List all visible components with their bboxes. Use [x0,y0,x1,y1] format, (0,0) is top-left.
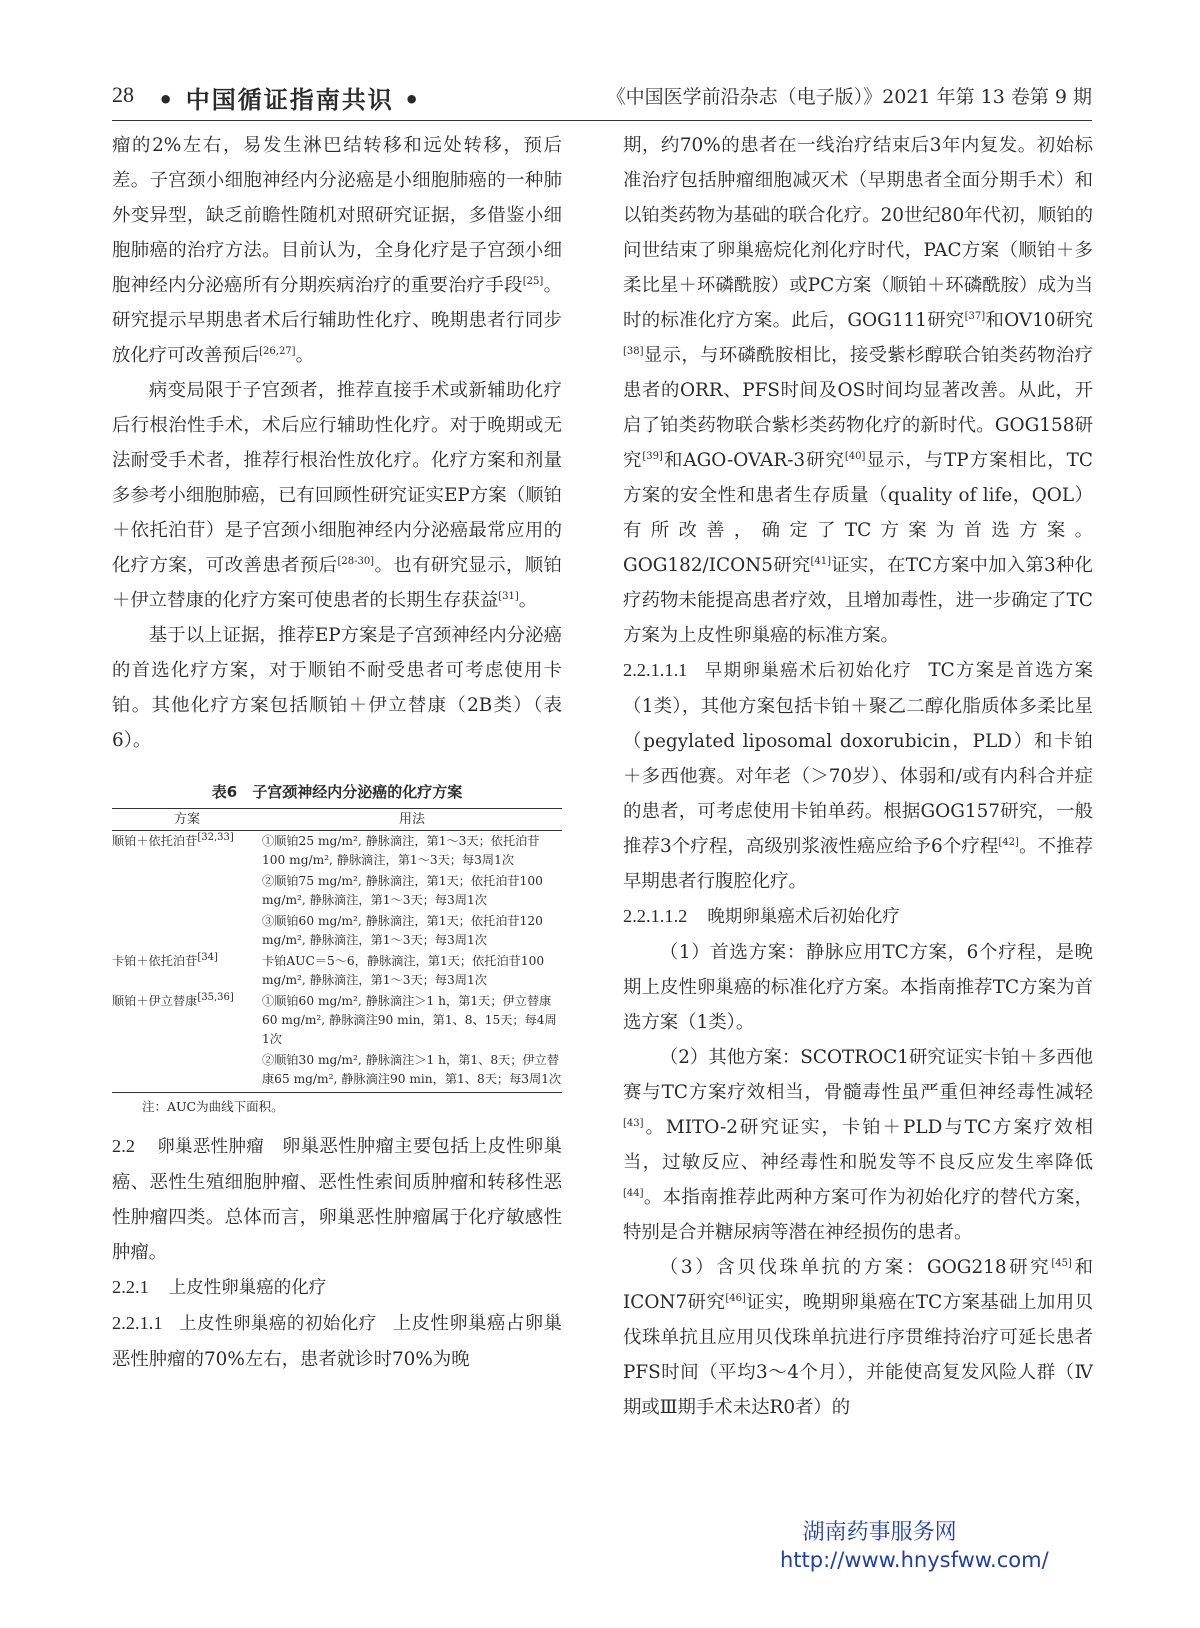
paragraph: （1）首选方案：静脉应用TC方案，6个疗程，是晚期上皮性卵巢癌的标准化疗方案。本指南推荐TC方案为首选方案（1类）。 [623,942,1093,1033]
left-column [112,128,562,1377]
citation-ref[interactable]: [40] [844,450,866,462]
paragraph: 期，约70%的患者在一线治疗结束后3年内复发。初始标准治疗包括肿瘤细胞减灭术（早期患者全面分期手术）和以铂类药物为基础的联合化疗。20世纪80年代初，顺铂的问世结束了卵巢癌烷化剂化疗时代，PAC方案（顺铂＋多柔比星＋环磷酰胺）或PC方案（顺铂＋环磷酰胺）成为当时的标准化疗方案。此后，GOG111研究[37]和OV10研究[38]显示，与环磷酰胺相比，接受紫杉醇联合铂类药物治疗患者的ORR、PFS时间及OS时间均显著改善。从此，开启了铂类药物联合紫杉类药物化疗的新时代。GOG158研究[39]和AGO-OVAR-3研究[40]显示，与TP方案相比，TC方案的安全性和患者生存质量（quality of life，QOL）有所改善，确定了TC方案为首选方案。GOG182/ICON5研究[41]证实，在TC方案中加入第3种化疗药物未能提高患者疗效，且增加毒性，进一步确定了TC方案为上皮性卵巢癌的标准方案。 [623,135,1094,646]
header-rule [112,120,1092,121]
section-paragraph: 2.2.1.1 上皮性卵巢癌的初始化疗 上皮性卵巢癌占卵巢恶性肿瘤的70%左右，患者就诊时70%为晚 [112,1313,562,1370]
table-row [112,1050,562,1093]
citation-ref[interactable]: [45] [1051,1257,1072,1269]
citation-ref[interactable]: [46] [725,1292,746,1304]
usage-cell: ①顺铂25 mg/m², 静脉滴注，第1～3天；依托泊苷100 mg/m², 静脉滴注，第1～3天；每3周1次 [262,834,540,867]
usage-cell: ②顺铂30 mg/m², 静脉滴注＞1 h，第1、8天；伊立替康65 mg/m², 静脉滴注90 min，第1、8天；每3周1次 [262,1050,562,1093]
table-row [112,991,562,1050]
column-header-regimen: 方案 [112,809,262,831]
regimen-table [112,808,562,1093]
section-number: 2.2.1.1.1 [623,660,688,680]
citation-ref[interactable]: [34] [197,951,218,963]
section-paragraph: 2.2.1.1.1 早期卵巢癌术后初始化疗 TC方案是首选方案（1类），其他方案包括卡铂＋聚乙二醇化脂质体多柔比星（pegylated liposomal doxorubicin，PLD）和卡铂＋多西他赛。对年老（＞70岁）、体弱和/或有内科合并症的患者，可考虑使用卡铂单药。根据GOG157研究，一般推荐3个疗程，高级别浆液性癌应给予6个疗程[42]。不推荐早期患者行腹腔化疗。 [623,660,1093,892]
section-title: 上皮性卵巢癌的初始化疗 [178,1314,377,1334]
paragraph: 基于以上证据，推荐EP方案是子宫颈神经内分泌癌的首选化疗方案，对于顺铂不耐受患者可考虑使用卡铂。其他化疗方案包括顺铂＋伊立替康（2B类）（表6）。 [112,625,562,751]
citation-ref[interactable]: [39] [642,450,663,462]
table-row [112,951,562,991]
section-number: 2.2 [112,1136,135,1156]
running-header [112,78,1092,118]
section-heading: 2.2.1 上皮性卵巢癌的化疗 [112,1277,327,1298]
paragraph: （2）其他方案：SCOTROC1研究证实卡铂＋多西他赛与TC方案疗效相当，骨髓毒性虽严重但神经毒性减轻[43]。MITO-2研究证实，卡铂＋PLD与TC方案疗效相当，过敏反应、神经毒性和脱发等不良反应发生率降低[44]。本指南推荐此两种方案可作为初始化疗的替代方案，特别是合并糖尿病等潜在神经损伤的患者。 [623,1047,1093,1243]
section-title: 早期卵巢癌术后初始化疗 [703,661,913,681]
watermark-url[interactable]: http://www.hnysfww.com/ [780,1548,1049,1572]
paragraph: 病变局限于子宫颈者，推荐直接手术或新辅助化疗后行根治性手术，术后应行辅助性化疗。对于晚期或无法耐受手术者，推荐行根治性放化疗。化疗方案和剂量多参考小细胞肺癌，已有回顾性研究证实EP方案（顺铂＋依托泊苷）是子宫颈小细胞神经内分泌癌最常应用的化疗方案，可改善患者预后[28-30]。也有研究显示，顺铂＋伊立替康的化疗方案可使患者的长期生存获益[31]。 [112,380,562,611]
usage-cell: ①顺铂60 mg/m², 静脉滴注＞1 h，第1天；伊立替康60 mg/m², 静脉滴注90 min，第1、8、15天；每4周1次 [262,994,557,1046]
citation-ref[interactable]: [32,33] [197,831,234,843]
section-name: • 中国循证指南共识 • [158,86,422,114]
citation-ref[interactable]: [42] [998,836,1019,848]
citation-ref[interactable]: [43] [623,1117,644,1129]
citation-ref[interactable]: [25] [522,275,544,287]
section-heading: 2.2.1.1.2 晚期卵巢癌术后初始化疗 [623,906,900,927]
citation-ref[interactable]: [37] [964,310,986,322]
citation-ref[interactable]: [35,36] [197,991,234,1003]
citation-ref[interactable]: [28-30] [337,555,375,567]
regimen-name: 卡铂＋依托泊苷[34] [112,951,218,968]
right-column [623,128,1093,1425]
column-header-usage: 用法 [262,809,562,831]
citation-ref[interactable]: [44] [623,1187,644,1199]
table-row [112,911,562,951]
site-watermark [780,1515,1049,1572]
citation-ref[interactable]: [31] [498,590,519,602]
journal-citation: 《中国医学前沿杂志（电子版）》2021 年第 13 卷第 9 期 [606,86,1092,108]
table-note: 注：AUC为曲线下面积。 [142,1099,284,1114]
usage-cell: ②顺铂75 mg/m², 静脉滴注，第1天；依托泊苷100 mg/m², 静脉滴注，第1～3天；每3周1次 [262,874,543,907]
table-caption: 表6 子宫颈神经内分泌癌的化疗方案 [211,783,463,801]
usage-cell: ③顺铂60 mg/m², 静脉滴注，第1天；依托泊苷120 mg/m², 静脉滴注，第1～3天；每3周1次 [262,914,543,947]
paragraph: 瘤的2%左右，易发生淋巴结转移和远处转移，预后差。子宫颈小细胞神经内分泌癌是小细胞肺癌的一种肺外变异型，缺乏前瞻性随机对照研究证据，多借鉴小细胞肺癌的治疗方法。目前认为，全身化疗是子宫颈小细胞神经内分泌癌所有分期疾病治疗的重要治疗手段[25]。研究提示早期患者术后行辅助性化疗、晚期患者行同步放化疗可改善预后[26,27]。 [112,135,562,366]
section-title: 卵巢恶性肿瘤 [157,1137,265,1157]
citation-ref[interactable]: [41] [810,555,831,567]
section-number: 2.2.1.1 [112,1313,163,1333]
page-number: 28 [112,82,134,107]
usage-cell: 卡铂AUC＝5～6，静脉滴注，第1天；依托泊苷100 mg/m², 静脉滴注，第1～3天；每3周1次 [262,954,545,987]
citation-ref[interactable]: [38] [623,345,644,357]
citation-ref[interactable]: [26,27] [259,345,296,357]
regimen-name: 顺铂＋伊立替康[35,36] [112,991,234,1008]
paragraph: （3）含贝伐珠单抗的方案：GOG218研究[45]和ICON7研究[46]证实，晚期卵巢癌在TC方案基础上加用贝伐珠单抗且应用贝伐珠单抗进行序贯维持治疗可延长患者PFS时间（平均3～4个月），并能使高复发风险人群（Ⅳ期或Ⅲ期手术未达R0者）的 [623,1257,1093,1418]
regimen-name: 顺铂＋依托泊苷[32,33] [112,831,234,848]
watermark-name: 湖南药事服务网 [802,1520,957,1545]
section-paragraph: 2.2 卵巢恶性肿瘤 卵巢恶性肿瘤主要包括上皮性卵巢癌、恶性生殖细胞肿瘤、恶性性索间质肿瘤和转移性恶性肿瘤四类。总体而言，卵巢恶性肿瘤属于化疗敏感性肿瘤。 [112,1136,562,1263]
table-row [112,831,562,872]
table-row [112,871,562,911]
